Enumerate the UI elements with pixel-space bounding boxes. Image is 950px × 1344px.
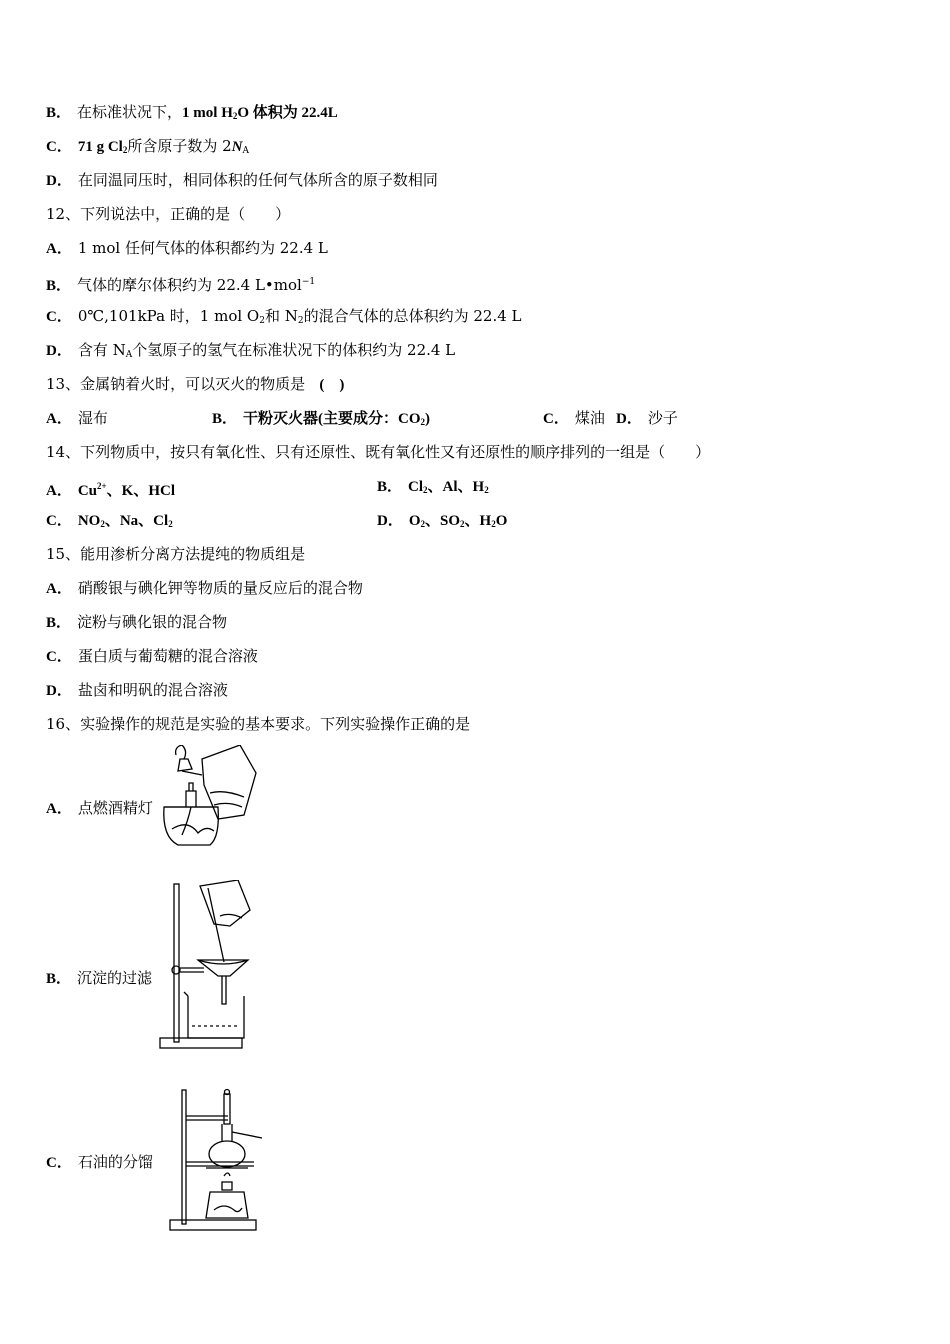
- option-letter: B．: [46, 105, 72, 121]
- q12-option-b: B． 气体的摩尔体积约为 22.4 L•mol$^{-1}$: [46, 276, 316, 294]
- alcohol-lamp-figure: [158, 745, 260, 851]
- q15-option-a: A． 硝酸银与碘化钾等物质的量反应后的混合物: [46, 579, 363, 597]
- q14-option-d: D． $O_2$、$SO_2$、$H_2O$: [377, 513, 508, 529]
- q13-stem: 13、金属钠着火时，可以灭火的物质是 ( ): [46, 375, 345, 393]
- q16-stem: 16、实验操作的规范是实验的基本要求。下列实验操作正确的是: [46, 715, 471, 733]
- q14-option-a: A． $Cu^{2+}$、K、HCl: [46, 481, 176, 499]
- q13-option-a: A． 湿布: [46, 409, 108, 427]
- q15-option-c: C． 蛋白质与葡萄糖的混合溶液: [46, 647, 258, 665]
- q15-option-b: B． 淀粉与碘化银的混合物: [46, 613, 228, 631]
- option-letter: C．: [46, 139, 72, 155]
- q16-option-c: C． 石油的分馏: [46, 1153, 153, 1171]
- q15-stem: 15、能用渗析分离方法提纯的物质组是: [46, 545, 306, 563]
- q11-option-b: B． 在标准状况下，1 mol $H_2O$ 体积为 22.4L: [46, 103, 338, 121]
- q12-option-d: D． 含有 $N_A$个氢原子的氢气在标准状况下的体积约为 22.4 L: [46, 341, 456, 360]
- q15-option-d: D． 盐卤和明矾的混合溶液: [46, 681, 228, 699]
- q16-option-b: B． 沉淀的过滤: [46, 969, 153, 987]
- fractional-distillation-figure: [158, 1086, 270, 1232]
- q12-option-a: A． 1 mol 任何气体的体积都约为 22.4 L: [46, 239, 328, 257]
- q12-option-c: C． 0℃,101kPa 时，1 mol $O_2$和 $N_2$的混合气体的总体积约为 22.4 L: [46, 307, 522, 326]
- q14-option-b: B． $Cl_2$、Al、$H_2$: [377, 479, 489, 495]
- q11-option-c: C． 71 g $Cl_2$所含原子数为 $2N_A$: [46, 137, 249, 156]
- q14-option-c: C． $NO_2$、Na、$Cl_2$: [46, 513, 173, 529]
- option-letter: D．: [46, 173, 72, 189]
- q12-stem: 12、下列说法中，正确的是（ ）: [46, 205, 291, 223]
- q13-option-b: B． 干粉灭火器(主要成分：$CO_2$): [212, 411, 431, 427]
- q14-stem: 14、下列物质中，按只有氧化性、只有还原性、既有氧化性又有还原性的顺序排列的一组是（ ）: [46, 443, 711, 461]
- q13-option-c: C． 煤油: [543, 409, 605, 427]
- filtration-figure: [158, 880, 258, 1052]
- q11-option-d: D． 在同温同压时，相同体积的任何气体所含的原子数相同: [46, 171, 438, 189]
- q13-option-d: D． 沙子: [616, 409, 678, 427]
- q16-option-a: A． 点燃酒精灯: [46, 799, 153, 817]
